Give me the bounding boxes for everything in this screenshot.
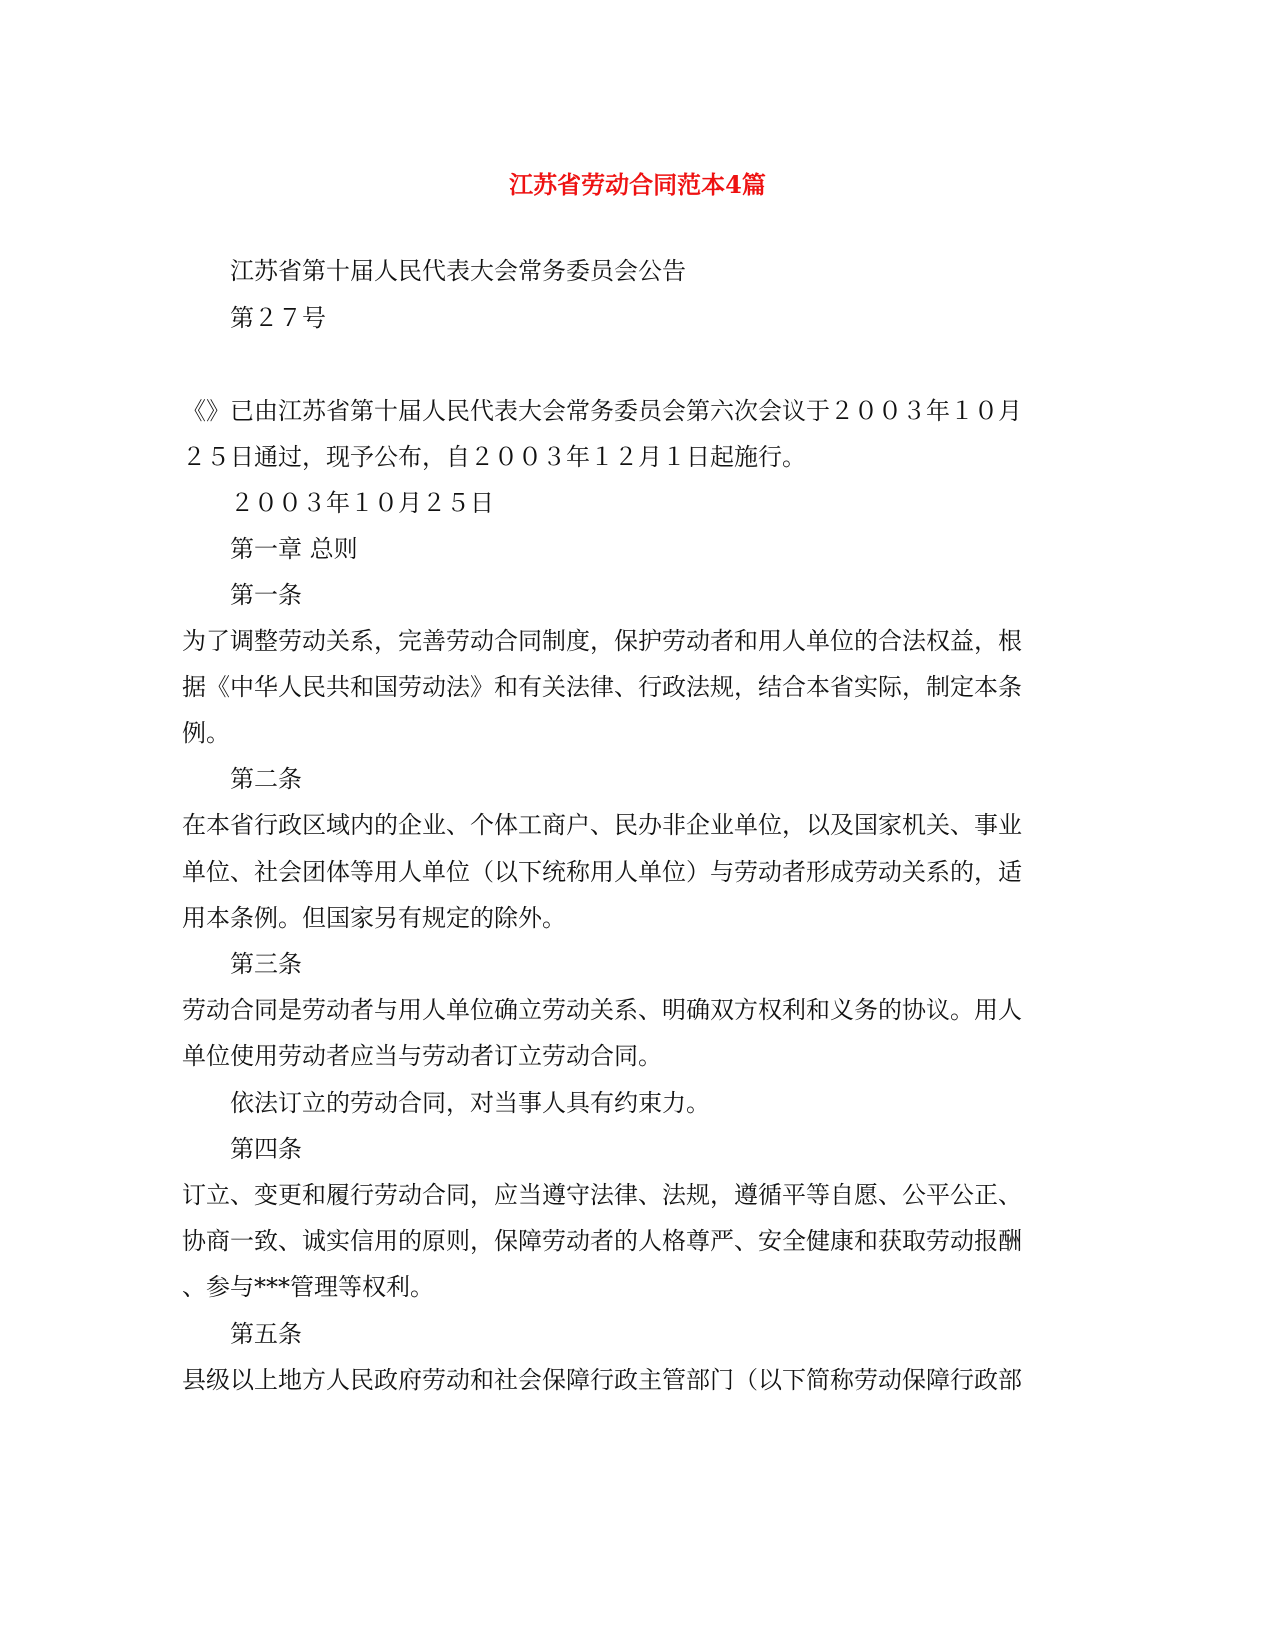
announcement-date: ２００３年１０月２５日 [230,489,494,517]
paragraph-line: 单位使用劳动者应当与劳动者订立劳动合同。 [182,1042,662,1070]
paragraph-line: 县级以上地方人民政府劳动和社会保障行政主管部门（以下简称劳动保障行政部 [182,1366,1022,1394]
article-heading: 第三条 [230,950,302,978]
document-title: 江苏省劳动合同范本4篇 [509,170,766,199]
paragraph-line: 劳动合同是劳动者与用人单位确立劳动关系、明确双方权利和义务的协议。用人 [182,996,1022,1024]
paragraph-line: 《》已由江苏省第十届人民代表大会常务委员会第六次会议于２００３年１０月 [182,397,1022,425]
paragraph-line: 、参与***管理等权利。 [182,1273,434,1301]
paragraph-line: ２５日通过，现予公布，自２００３年１２月１日起施行。 [182,443,806,471]
paragraph-line: 例。 [182,719,230,747]
paragraph-line: 依法订立的劳动合同，对当事人具有约束力。 [230,1089,710,1117]
chapter-heading: 第一章 总则 [230,535,358,563]
announcement-heading: 江苏省第十届人民代表大会常务委员会公告 [230,257,686,285]
paragraph-line: 为了调整劳动关系，完善劳动合同制度，保护劳动者和用人单位的合法权益，根 [182,627,1022,655]
announcement-number: 第２７号 [230,304,326,332]
paragraph-line: 单位、社会团体等用人单位（以下统称用人单位）与劳动者形成劳动关系的，适 [182,858,1022,886]
paragraph-line: 用本条例。但国家另有规定的除外。 [182,904,566,932]
paragraph-line: 在本省行政区域内的企业、个体工商户、民办非企业单位，以及国家机关、事业 [182,811,1022,839]
article-heading: 第二条 [230,765,302,793]
paragraph-line: 协商一致、诚实信用的原则，保障劳动者的人格尊严、安全健康和获取劳动报酬 [182,1227,1022,1255]
article-heading: 第一条 [230,581,302,609]
paragraph-line: 据《中华人民共和国劳动法》和有关法律、行政法规，结合本省实际，制定本条 [182,673,1022,701]
paragraph-line: 订立、变更和履行劳动合同，应当遵守法律、法规，遵循平等自愿、公平公正、 [182,1181,1022,1209]
article-heading: 第五条 [230,1320,302,1348]
article-heading: 第四条 [230,1135,302,1163]
